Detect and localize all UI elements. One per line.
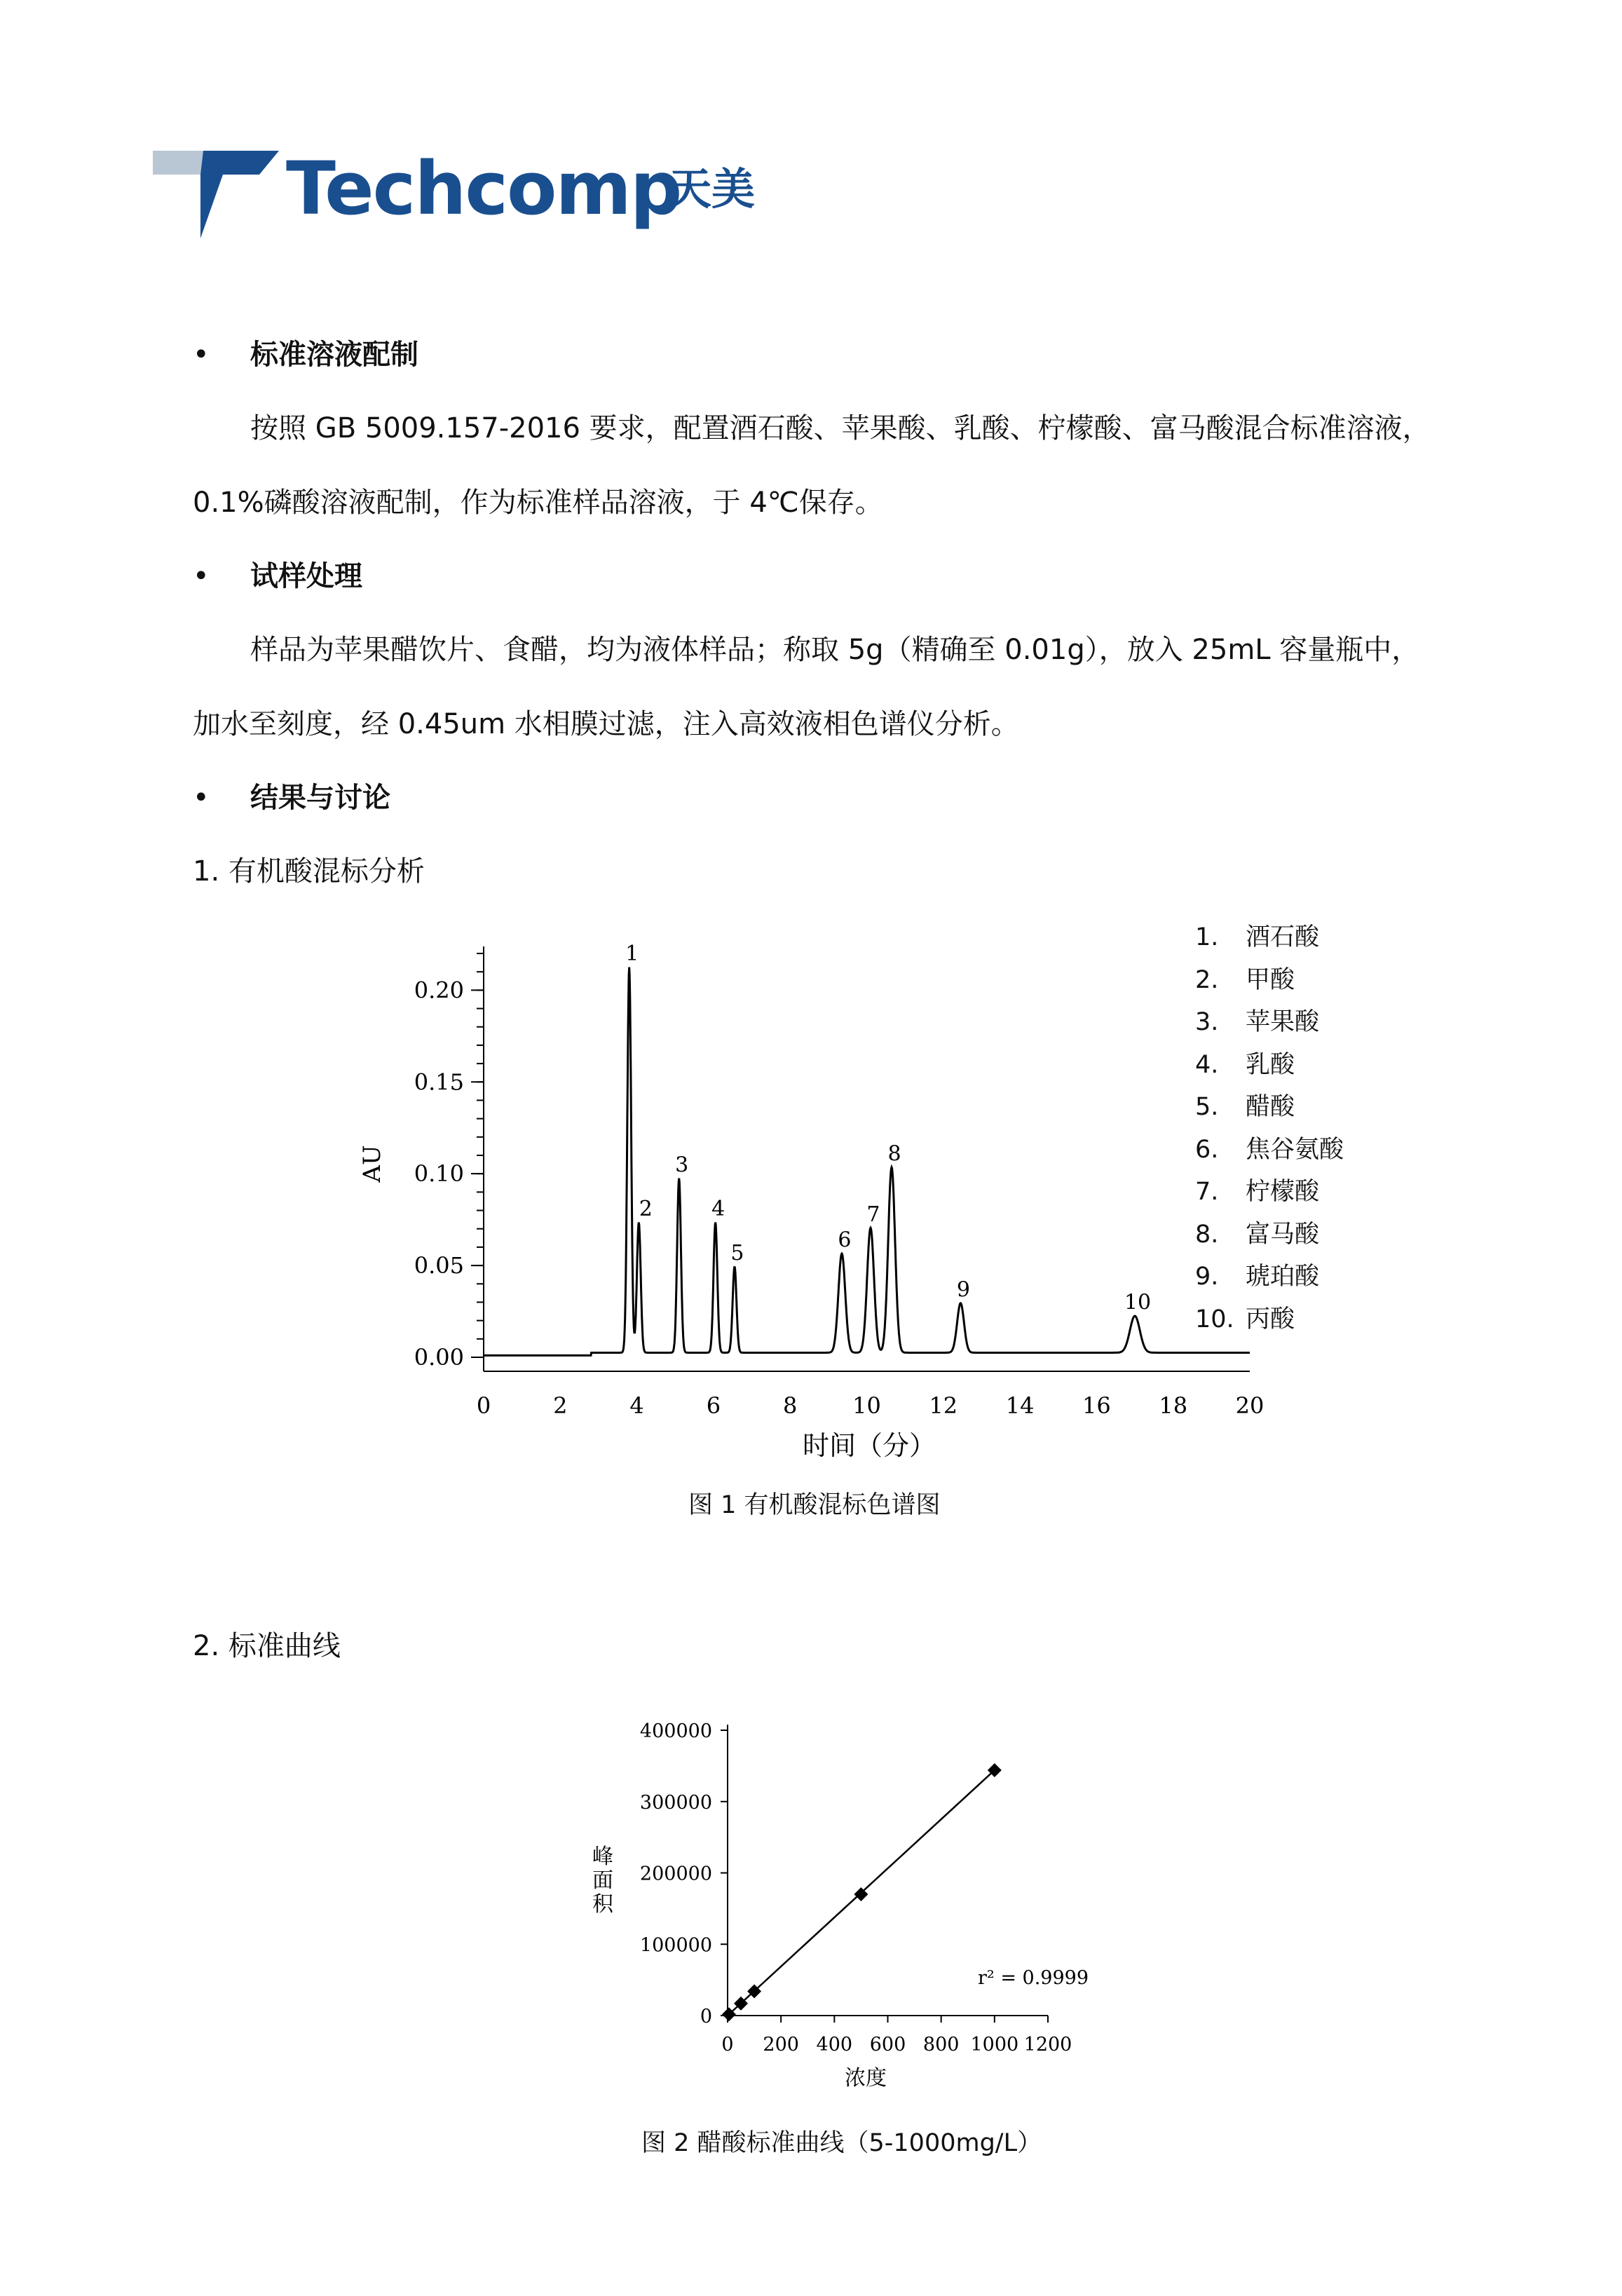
x-tick-label: 1200: [1023, 2034, 1072, 2056]
legend-label: 焦谷氨酸: [1246, 1135, 1344, 1164]
item-mixed-standard: 1. 有机酸混标分析: [193, 855, 425, 888]
peak-label: 4: [711, 1197, 725, 1222]
peak-label: 10: [1124, 1290, 1152, 1315]
y-tick-label: 0.20: [414, 977, 464, 1004]
peak-label: 9: [956, 1277, 970, 1303]
y-tick-label: 100000: [639, 1934, 712, 1957]
legend-label: 甲酸: [1246, 965, 1295, 994]
y-label-char: 峰: [592, 1845, 613, 1869]
item-standard-curve: 2. 标准曲线: [193, 1630, 341, 1662]
x-tick-label: 600: [869, 2034, 906, 2056]
y-tick-label: 0.05: [414, 1252, 464, 1279]
peak-label: 5: [730, 1240, 744, 1265]
section-title-sample: 试样处理: [250, 560, 362, 592]
logo-text: Techcomp: [286, 146, 681, 231]
logo-mark-icon: [153, 151, 279, 238]
bullet-dot: •: [193, 560, 210, 592]
r-squared-annotation: r² = 0.9999: [978, 1967, 1089, 1989]
legend-number: 2.: [1195, 965, 1219, 994]
legend-item: [1195, 1010, 1344, 1053]
y-tick-label: 0.15: [414, 1068, 464, 1096]
x-tick-label: 20: [1235, 1392, 1265, 1419]
section-title-standard: 标准溶液配制: [250, 339, 418, 371]
y-tick-label: 200000: [639, 1863, 712, 1885]
legend-item: [1195, 965, 1344, 1011]
legend-number: 10.: [1195, 1305, 1234, 1333]
legend-number: 7.: [1195, 1178, 1219, 1206]
x-axis-label: 时间（分）: [802, 1430, 936, 1461]
legend-label: 琥珀酸: [1246, 1263, 1320, 1291]
legend-number: 4.: [1195, 1050, 1219, 1079]
peak-label: 1: [625, 942, 639, 967]
legend-label: 柠檬酸: [1246, 1178, 1320, 1206]
y-tick-label: 0: [700, 2006, 712, 2027]
legend-number: 9.: [1195, 1263, 1219, 1291]
peak-label: 6: [838, 1228, 852, 1253]
y-tick-label: 0.10: [414, 1160, 464, 1188]
techcomp-logo: [153, 146, 770, 238]
y-tick-label: 300000: [639, 1791, 712, 1814]
x-tick-label: 800: [922, 2034, 960, 2056]
x-tick-label: 12: [929, 1392, 958, 1419]
x-tick-label: 0: [721, 2034, 734, 2056]
legend-item: [1195, 1135, 1344, 1181]
peak-label: 7: [866, 1202, 880, 1227]
legend-number: 1.: [1195, 923, 1219, 951]
standard-curve-chart: [575, 1704, 1093, 2096]
y-axis-label: [592, 1845, 614, 1917]
legend-label: 酒石酸: [1246, 923, 1320, 951]
legend-item: [1195, 1180, 1344, 1223]
x-tick-label: 400: [816, 2034, 853, 2056]
figure2-caption: 图 2 醋酸标准曲线（5-1000mg/L）: [641, 2129, 1042, 2157]
legend-label: 富马酸: [1246, 1220, 1320, 1249]
x-tick-label: 6: [706, 1392, 721, 1419]
std-paragraph-line1: 按照 GB 5009.157-2016 要求，配置酒石酸、苹果酸、乳酸、柠檬酸、富马酸混合标准溶液，: [250, 412, 1431, 444]
legend-number: 8.: [1195, 1220, 1219, 1249]
legend-item: [1195, 1307, 1344, 1350]
x-tick-label: 2: [553, 1392, 568, 1419]
x-tick-label: 18: [1159, 1392, 1188, 1419]
legend-item: [1195, 1265, 1344, 1307]
peak-label: 3: [675, 1153, 689, 1178]
legend-item: [1195, 1050, 1344, 1096]
x-tick-label: 1000: [970, 2034, 1019, 2056]
bullet-dot: •: [193, 339, 210, 371]
legend-item: [1195, 1095, 1344, 1138]
peak-legend: [1195, 925, 1344, 1350]
x-tick-label: 14: [1005, 1392, 1035, 1419]
legend-label: 丙酸: [1246, 1305, 1295, 1333]
peak-label: 8: [887, 1141, 901, 1167]
legend-number: 5.: [1195, 1093, 1219, 1121]
legend-label: 乳酸: [1246, 1050, 1295, 1079]
legend-number: 3.: [1195, 1008, 1219, 1036]
y-label-char: 面: [592, 1868, 613, 1893]
figure1-caption: 图 1 有机酸混标色谱图: [688, 1491, 941, 1519]
chromatogram-chart: [350, 925, 1276, 1472]
legend-number: 6.: [1195, 1135, 1219, 1164]
legend-label: 醋酸: [1246, 1093, 1295, 1121]
legend-item: [1195, 925, 1344, 968]
bullet-dot: •: [193, 782, 210, 814]
x-tick-label: 4: [629, 1392, 644, 1419]
x-axis-label: 浓度: [845, 2066, 887, 2091]
std-paragraph-line2: 0.1%磷酸溶液配制，作为标准样品溶液，于 4℃保存。: [193, 487, 883, 519]
x-tick-label: 8: [783, 1392, 798, 1419]
logo-cn-text: 天美: [668, 163, 756, 215]
section-title-result: 结果与讨论: [250, 782, 390, 814]
legend-item: [1195, 1220, 1344, 1265]
legend-label: 苹果酸: [1246, 1008, 1320, 1036]
y-label-char: 积: [592, 1892, 613, 1917]
y-tick-label: 400000: [639, 1720, 712, 1742]
y-tick-label: 0.00: [414, 1344, 464, 1371]
y-axis-label: AU: [358, 1145, 386, 1183]
x-tick-label: 0: [476, 1392, 491, 1419]
x-tick-label: 200: [763, 2034, 799, 2056]
x-tick-label: 16: [1082, 1392, 1111, 1419]
x-tick-label: 10: [852, 1392, 881, 1419]
sample-paragraph-line1: 样品为苹果醋饮片、食醋，均为液体样品；称取 5g（精确至 0.01g），放入 25mL 容量瓶中，: [250, 634, 1420, 666]
peak-label: 2: [639, 1197, 653, 1222]
sample-paragraph-line2: 加水至刻度，经 0.45um 水相膜过滤，注入高效液相色谱仪分析。: [193, 708, 1019, 740]
